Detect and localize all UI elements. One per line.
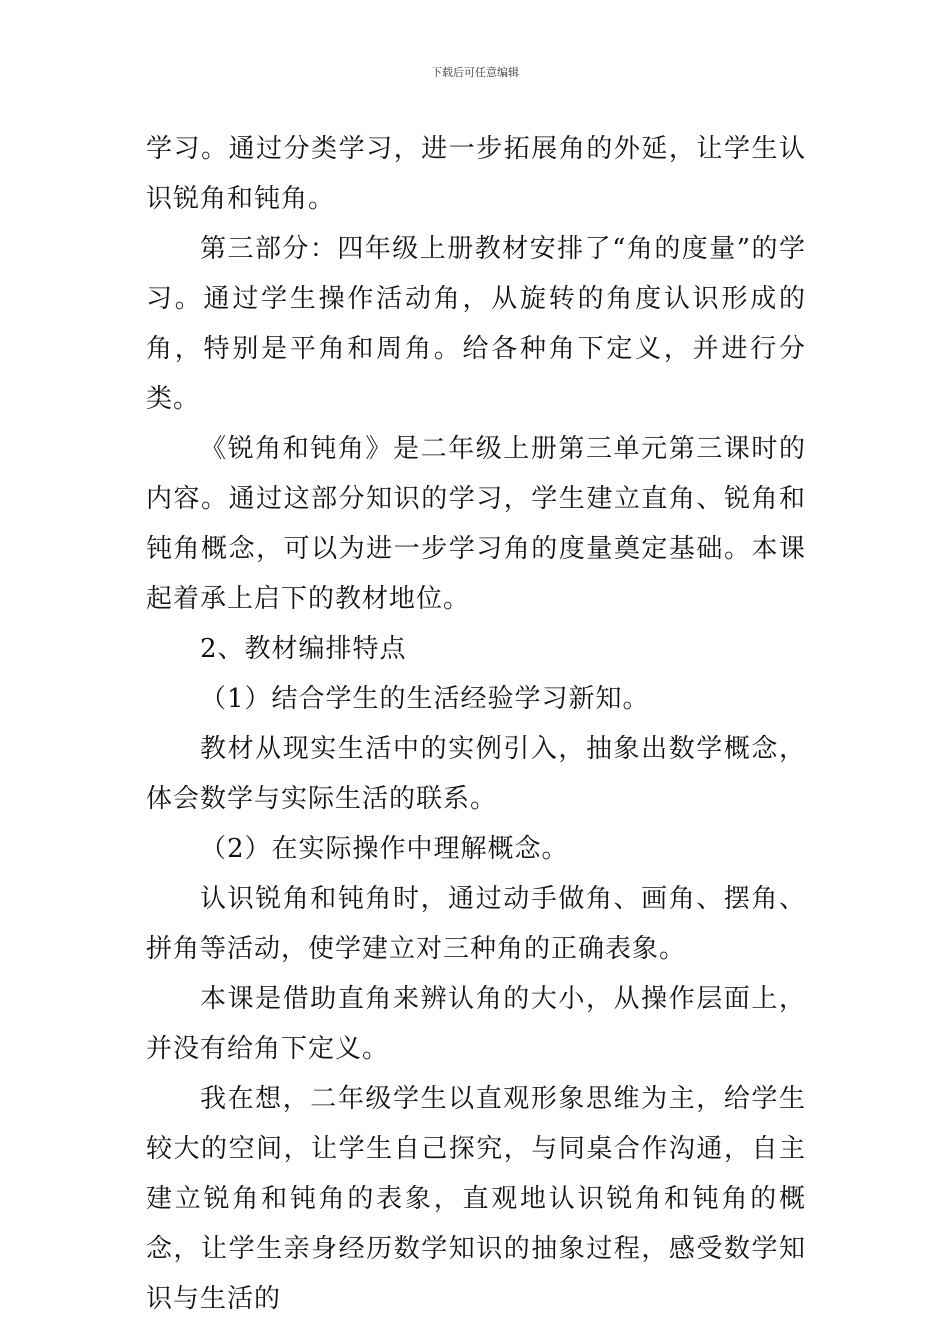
paragraph-part-three: 第三部分：四年级上册教材安排了“角的度量”的学习。通过学生操作活动角，从旋转的角度认识形成的角，特别是平角和周角。给各种角下定义，并进行分类。 <box>146 234 806 414</box>
paragraph-feature-1: 教材从现实生活中的实例引入，抽象出数学概念，体会数学与实际生活的联系。 <box>146 734 806 814</box>
feature-heading-2: （2）在实际操作中理解概念。 <box>200 834 569 864</box>
section-heading-features: 2、教材编排特点 <box>200 634 407 664</box>
paragraph-no-definition: 本课是借助直角来辨认角的大小，从操作层面上，并没有给角下定义。 <box>146 984 806 1064</box>
paragraph-lesson-position: 《锐角和钝角》是二年级上册第三单元第三课时的内容。通过这部分知识的学习，学生建立直角、锐角和钝角概念，可以为进一步学习角的度量奠定基础。本课起着承上启下的教材地位。 <box>146 434 806 614</box>
paragraph-reflection: 我在想，二年级学生以直观形象思维为主，给学生较大的空间，让学生自己探究，与同桌合作沟通，自主建立锐角和钝角的表象，直观地认识锐角和钝角的概念，让学生亲身经历数学知识的抽象过程，感受数学知识与生活的 <box>146 1084 806 1314</box>
page-header: 下载后可任意编辑 <box>431 66 519 79</box>
document-body <box>146 124 806 1324</box>
paragraph-feature-2: 认识锐角和钝角时，通过动手做角、画角、摆角、拼角等活动，使学建立对三种角的正确表象。 <box>146 884 806 964</box>
paragraph-continuation: 学习。通过分类学习，进一步拓展角的外延，让学生认识锐角和钝角。 <box>146 134 806 214</box>
feature-heading-1: （1）结合学生的生活经验学习新知。 <box>200 684 650 714</box>
